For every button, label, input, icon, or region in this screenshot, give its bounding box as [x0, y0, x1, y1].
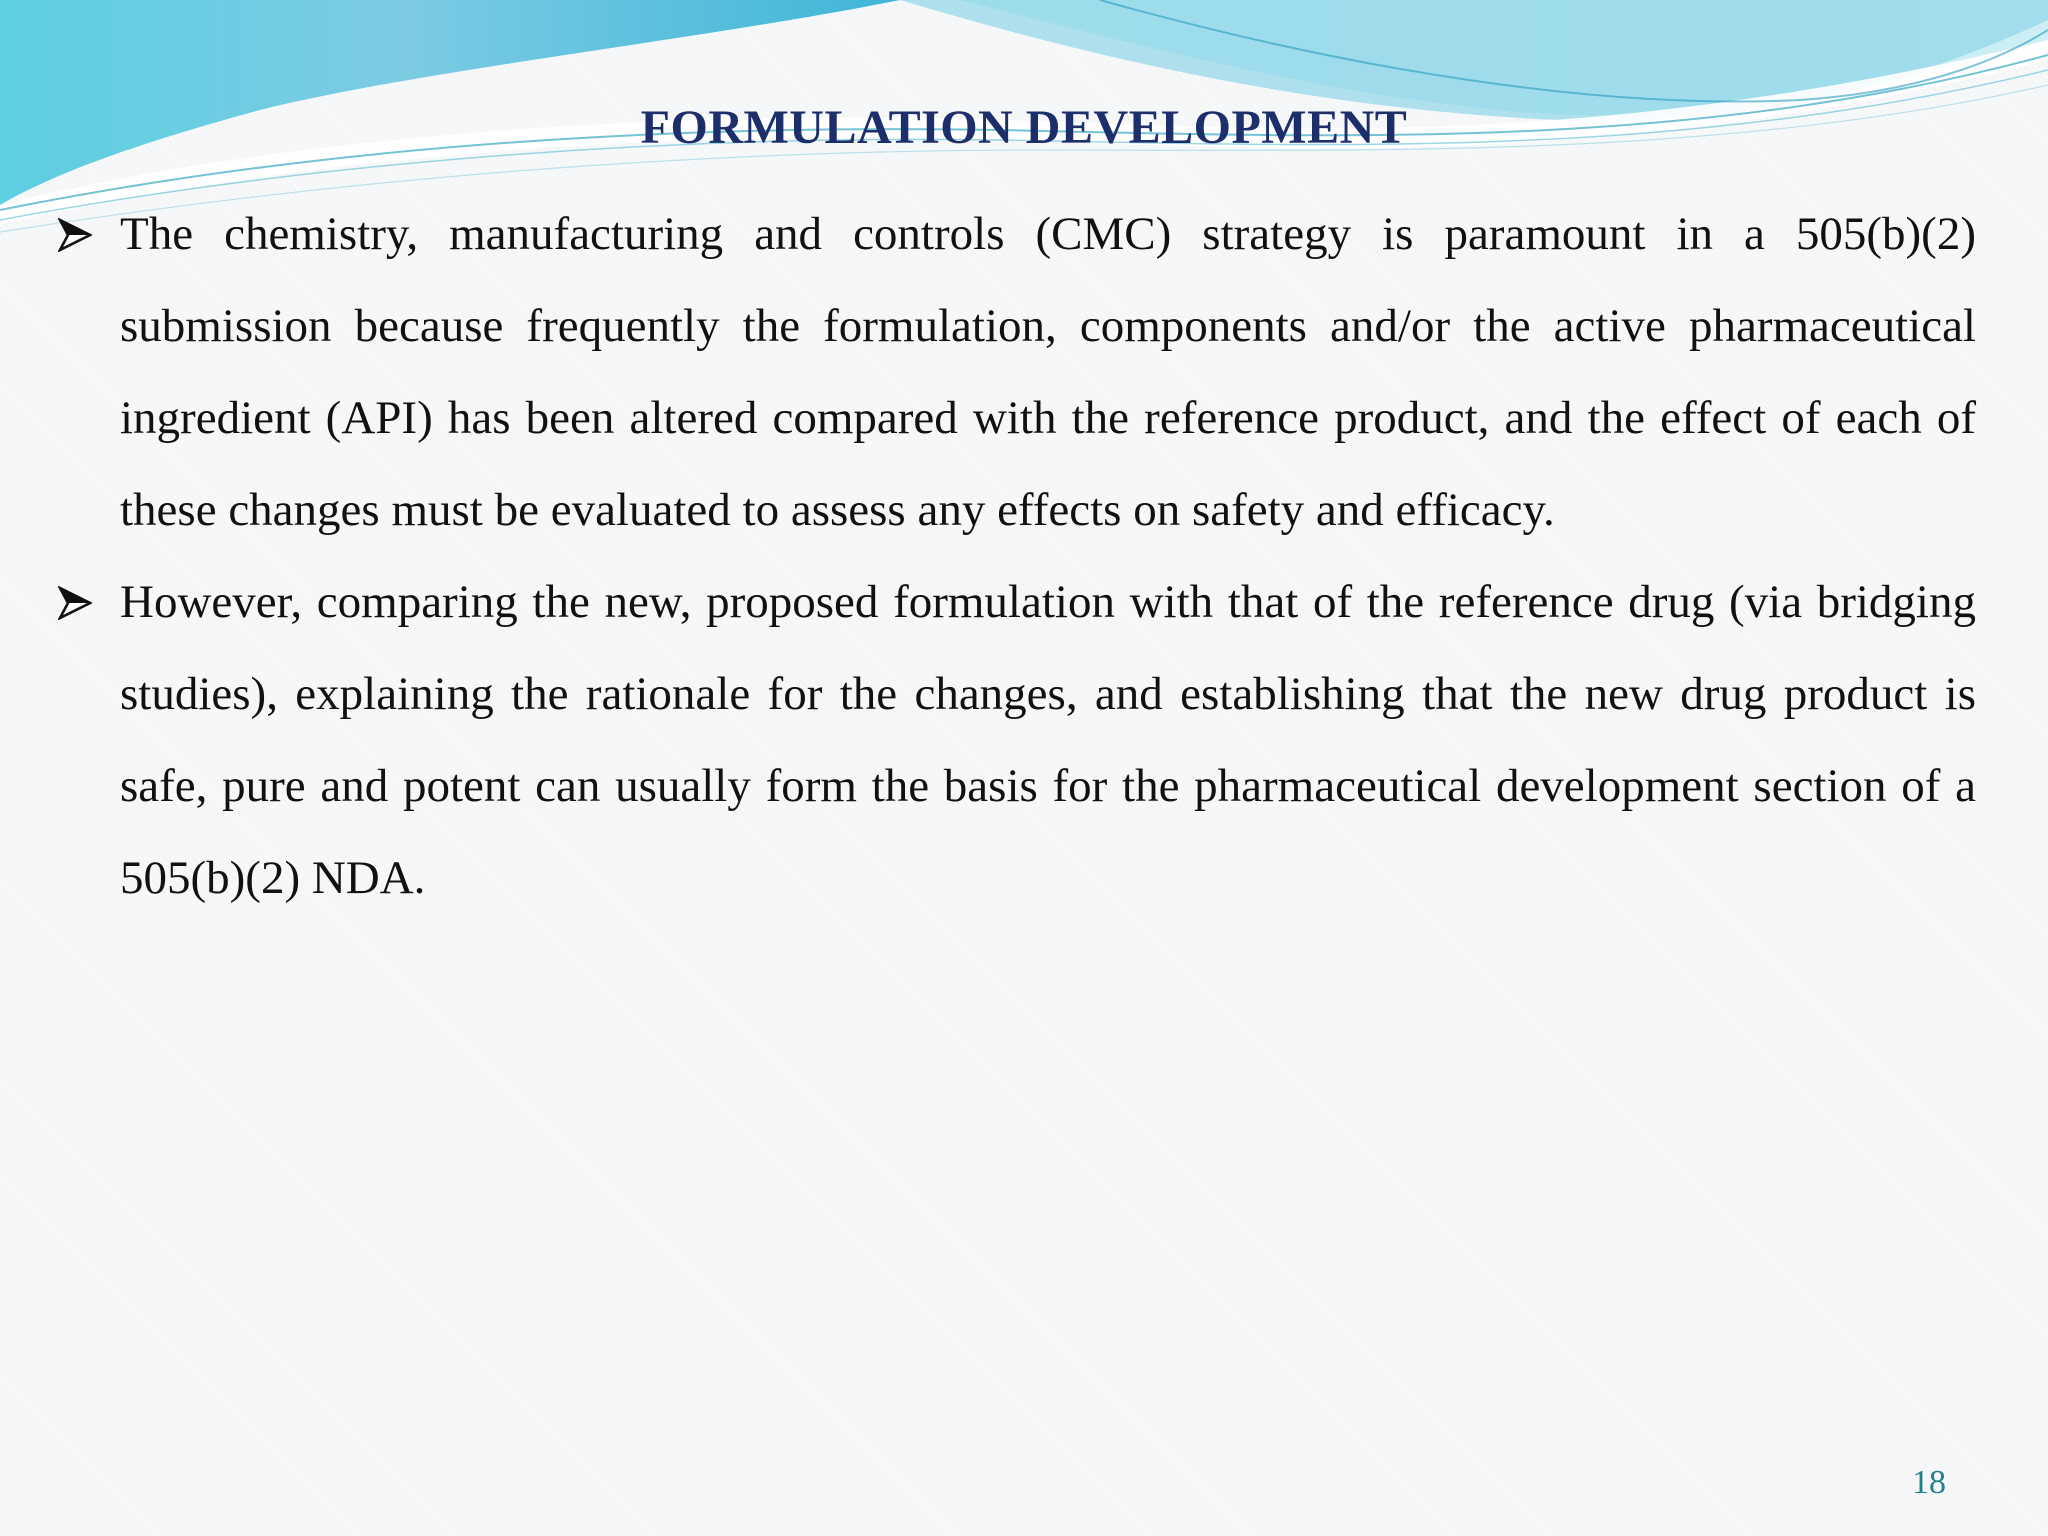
- bullet-text-1: The chemistry, manufacturing and controls (CMC) strategy is paramount in a 505(b)(2) submission because frequently the formulation, components and/or the active pharmaceutical ingredient (API) has been altered compared with the reference product, and the effect of each of these changes must be evaluated to assess any effects on safety and efficacy.: [120, 208, 1976, 536]
- page-number: 18: [1912, 1464, 1946, 1501]
- bullet-item-2: [58, 556, 1976, 924]
- arrowhead-bullet-icon: [58, 586, 92, 620]
- slide-title: FORMULATION DEVELOPMENT: [640, 101, 1408, 154]
- bullet-list: [58, 188, 1976, 924]
- arrowhead-bullet-icon: [58, 218, 92, 252]
- bullet-text-2: However, comparing the new, proposed formulation with that of the reference drug (via bridging studies), explaining the rationale for the changes, and establishing that the new drug product is safe, pure and potent can usually form the basis for the pharmaceutical development section of a 505(b)(2) NDA.: [120, 576, 1976, 904]
- bullet-item-1: [58, 188, 1976, 556]
